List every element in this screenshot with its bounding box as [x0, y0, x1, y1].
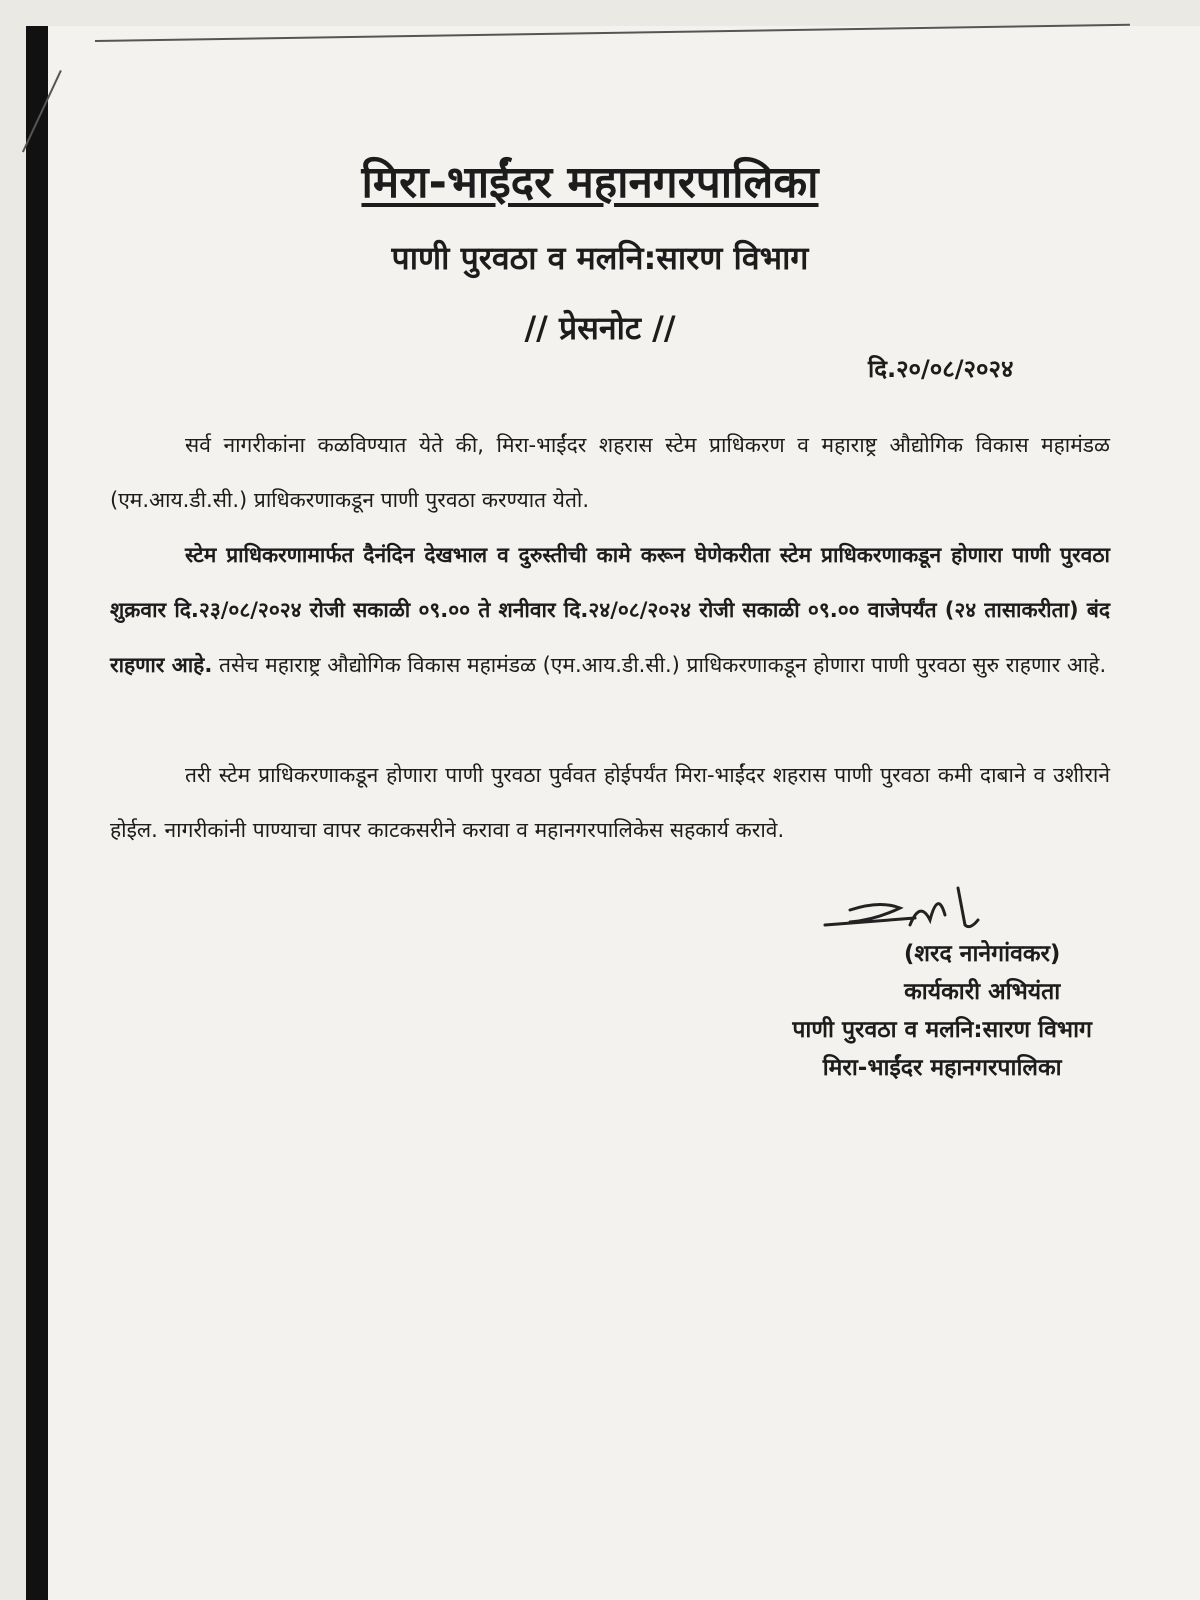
shutdown-notice-bold: स्टेम प्राधिकरणामार्फत दैनंदिन देखभाल व दुरुस्तीची कामे करून घेणेकरीता स्टेम प्राधिकरणाकडून होणारा पाणी पुरवठा शुक्रवार दि.२३/०८/२०२४ रोजी सकाळी ०९.०० ते शनीवार दि.२४/०८/२०२४ रोजी सकाळी ०९.०० वाजेपर्यंत (२४ तासाकरीता) बंद राहणार आहे. [110, 543, 1110, 677]
handwritten-signature [820, 880, 980, 940]
document-title: मिरा-भाईंदर महानगरपालिका [361, 157, 819, 208]
paragraph-intro: सर्व नागरीकांना कळविण्यात येते की, मिरा-भाईंदर शहरास स्टेम प्राधिकरण व महाराष्ट्र औद्योगिक विकास महामंडळ (एम.आय.डी.सी.) प्राधिकरणाकडून पाणी पुरवठा करण्यात येतो. [110, 433, 1110, 512]
signatory-block [792, 935, 1092, 1087]
document-date: दि.२०/०८/२०२४ [868, 355, 1014, 383]
signatory-department: पाणी पुरवठा व मलनि:सारण विभाग [792, 1017, 1092, 1043]
midc-supply-notice: तसेच महाराष्ट्र औद्योगिक विकास महामंडळ (एम.आय.डी.सी.) प्राधिकरणाकडून होणारा पाणी पुरवठा सुरु राहणार आहे. [212, 653, 1107, 677]
press-note-heading: // प्रेसनोट // [524, 309, 676, 347]
paragraph-supply-shutdown [110, 528, 1110, 693]
paragraph-appeal: तरी स्टेम प्राधिकरणाकडून होणारा पाणी पुरवठा पुर्ववत होईपर्यंत मिरा-भाईंदर शहरास पाणी पुरवठा कमी दाबाने व उशीराने होईल. नागरीकांनी पाण्याचा वापर काटकसरीने करावा व महानगरपालिकेस सहकार्य करावे. [110, 763, 1110, 842]
signatory-name: (शरद नानेगांवकर) [903, 941, 1061, 967]
department-heading: पाणी पुरवठा व मलनि:सारण विभाग [391, 239, 809, 277]
signatory-organization: मिरा-भाईंदर महानगरपालिका [822, 1055, 1062, 1081]
signatory-title: कार्यकारी अभियंता [904, 979, 1061, 1005]
